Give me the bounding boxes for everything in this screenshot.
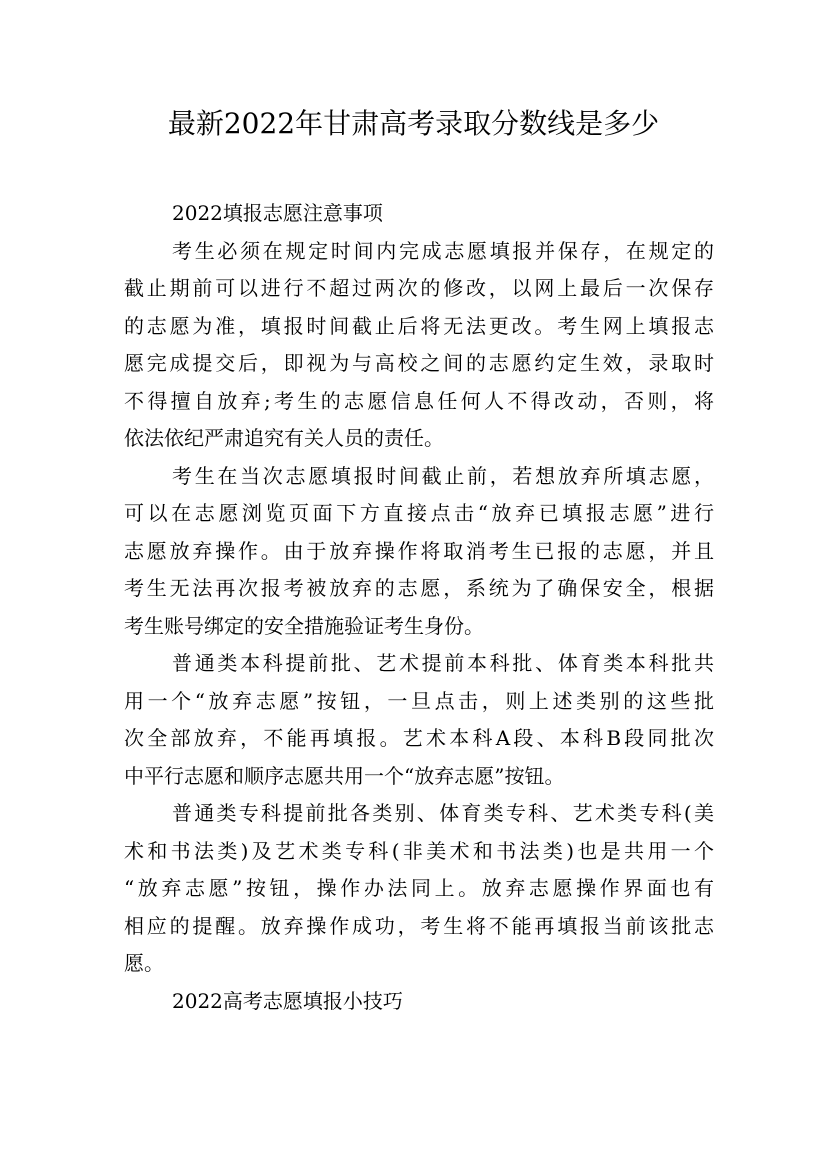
section-heading-precautions: 2022填报志愿注意事项 — [172, 201, 383, 225]
paragraph-line: 愿完成提交后，即视为与高校之间的志愿约定生效，录取时 — [124, 351, 714, 375]
document-title: 最新2022年甘肃高考录取分数线是多少 — [167, 107, 660, 140]
paragraph-2 — [124, 458, 714, 646]
paragraph-line: 相应的提醒。放弃操作成功，考生将不能再填报当前该批志 — [124, 913, 714, 938]
paragraph-3 — [124, 645, 714, 795]
paragraph-line: 考生无法再次报考被放弃的志愿，系统为了确保安全，根据 — [124, 576, 714, 600]
paragraph-line: 志愿放弃操作。由于放弃操作将取消考生已报的志愿，并且 — [124, 538, 714, 563]
paragraph-line: 愿。 — [124, 951, 164, 975]
paragraph-4 — [124, 795, 714, 983]
paragraph-line: 中平行志愿和顺序志愿共用一个“放弃志愿”按钮。 — [124, 763, 565, 788]
paragraph-line: 考生在当次志愿填报时间截止前，若想放弃所填志愿， — [172, 463, 714, 488]
paragraph-line: 考生账号绑定的安全措施验证考生身份。 — [124, 613, 484, 638]
paragraph-line: 不得擅自放弃;考生的志愿信息任何人不得改动，否则，将 — [124, 388, 714, 413]
paragraph-line: 截止期前可以进行不超过两次的修改，以网上最后一次保存 — [124, 276, 714, 300]
paragraph-line: 的志愿为准，填报时间截止后将无法更改。考生网上填报志 — [124, 313, 714, 338]
paragraph-line: 考生必须在规定时间内完成志愿填报并保存，在规定的 — [172, 238, 714, 263]
paragraph-line: “放弃志愿”按钮，操作办法同上。放弃志愿操作界面也有 — [124, 876, 714, 900]
paragraph-line: 可以在志愿浏览页面下方直接点击“放弃已填报志愿”进行 — [124, 501, 714, 525]
paragraph-line: 普通类专科提前批各类别、体育类专科、艺术类专科(美 — [172, 801, 714, 825]
document-body — [124, 195, 714, 1020]
paragraph-line: 次全部放弃，不能再填报。艺术本科A段、本科B段同批次 — [124, 726, 714, 750]
paragraph-line: 术和书法类)及艺术类专科(非美术和书法类)也是共用一个 — [124, 838, 714, 863]
paragraph-line: 用一个“放弃志愿”按钮，一旦点击，则上述类别的这些批 — [124, 688, 714, 713]
paragraph-line: 普通类本科提前批、艺术提前本科批、体育类本科批共 — [172, 651, 714, 675]
paragraph-line: 依法依纪严肃追究有关人员的责任。 — [124, 426, 444, 450]
paragraph-1 — [124, 233, 714, 458]
section-heading-tips: 2022高考志愿填报小技巧 — [172, 988, 403, 1013]
